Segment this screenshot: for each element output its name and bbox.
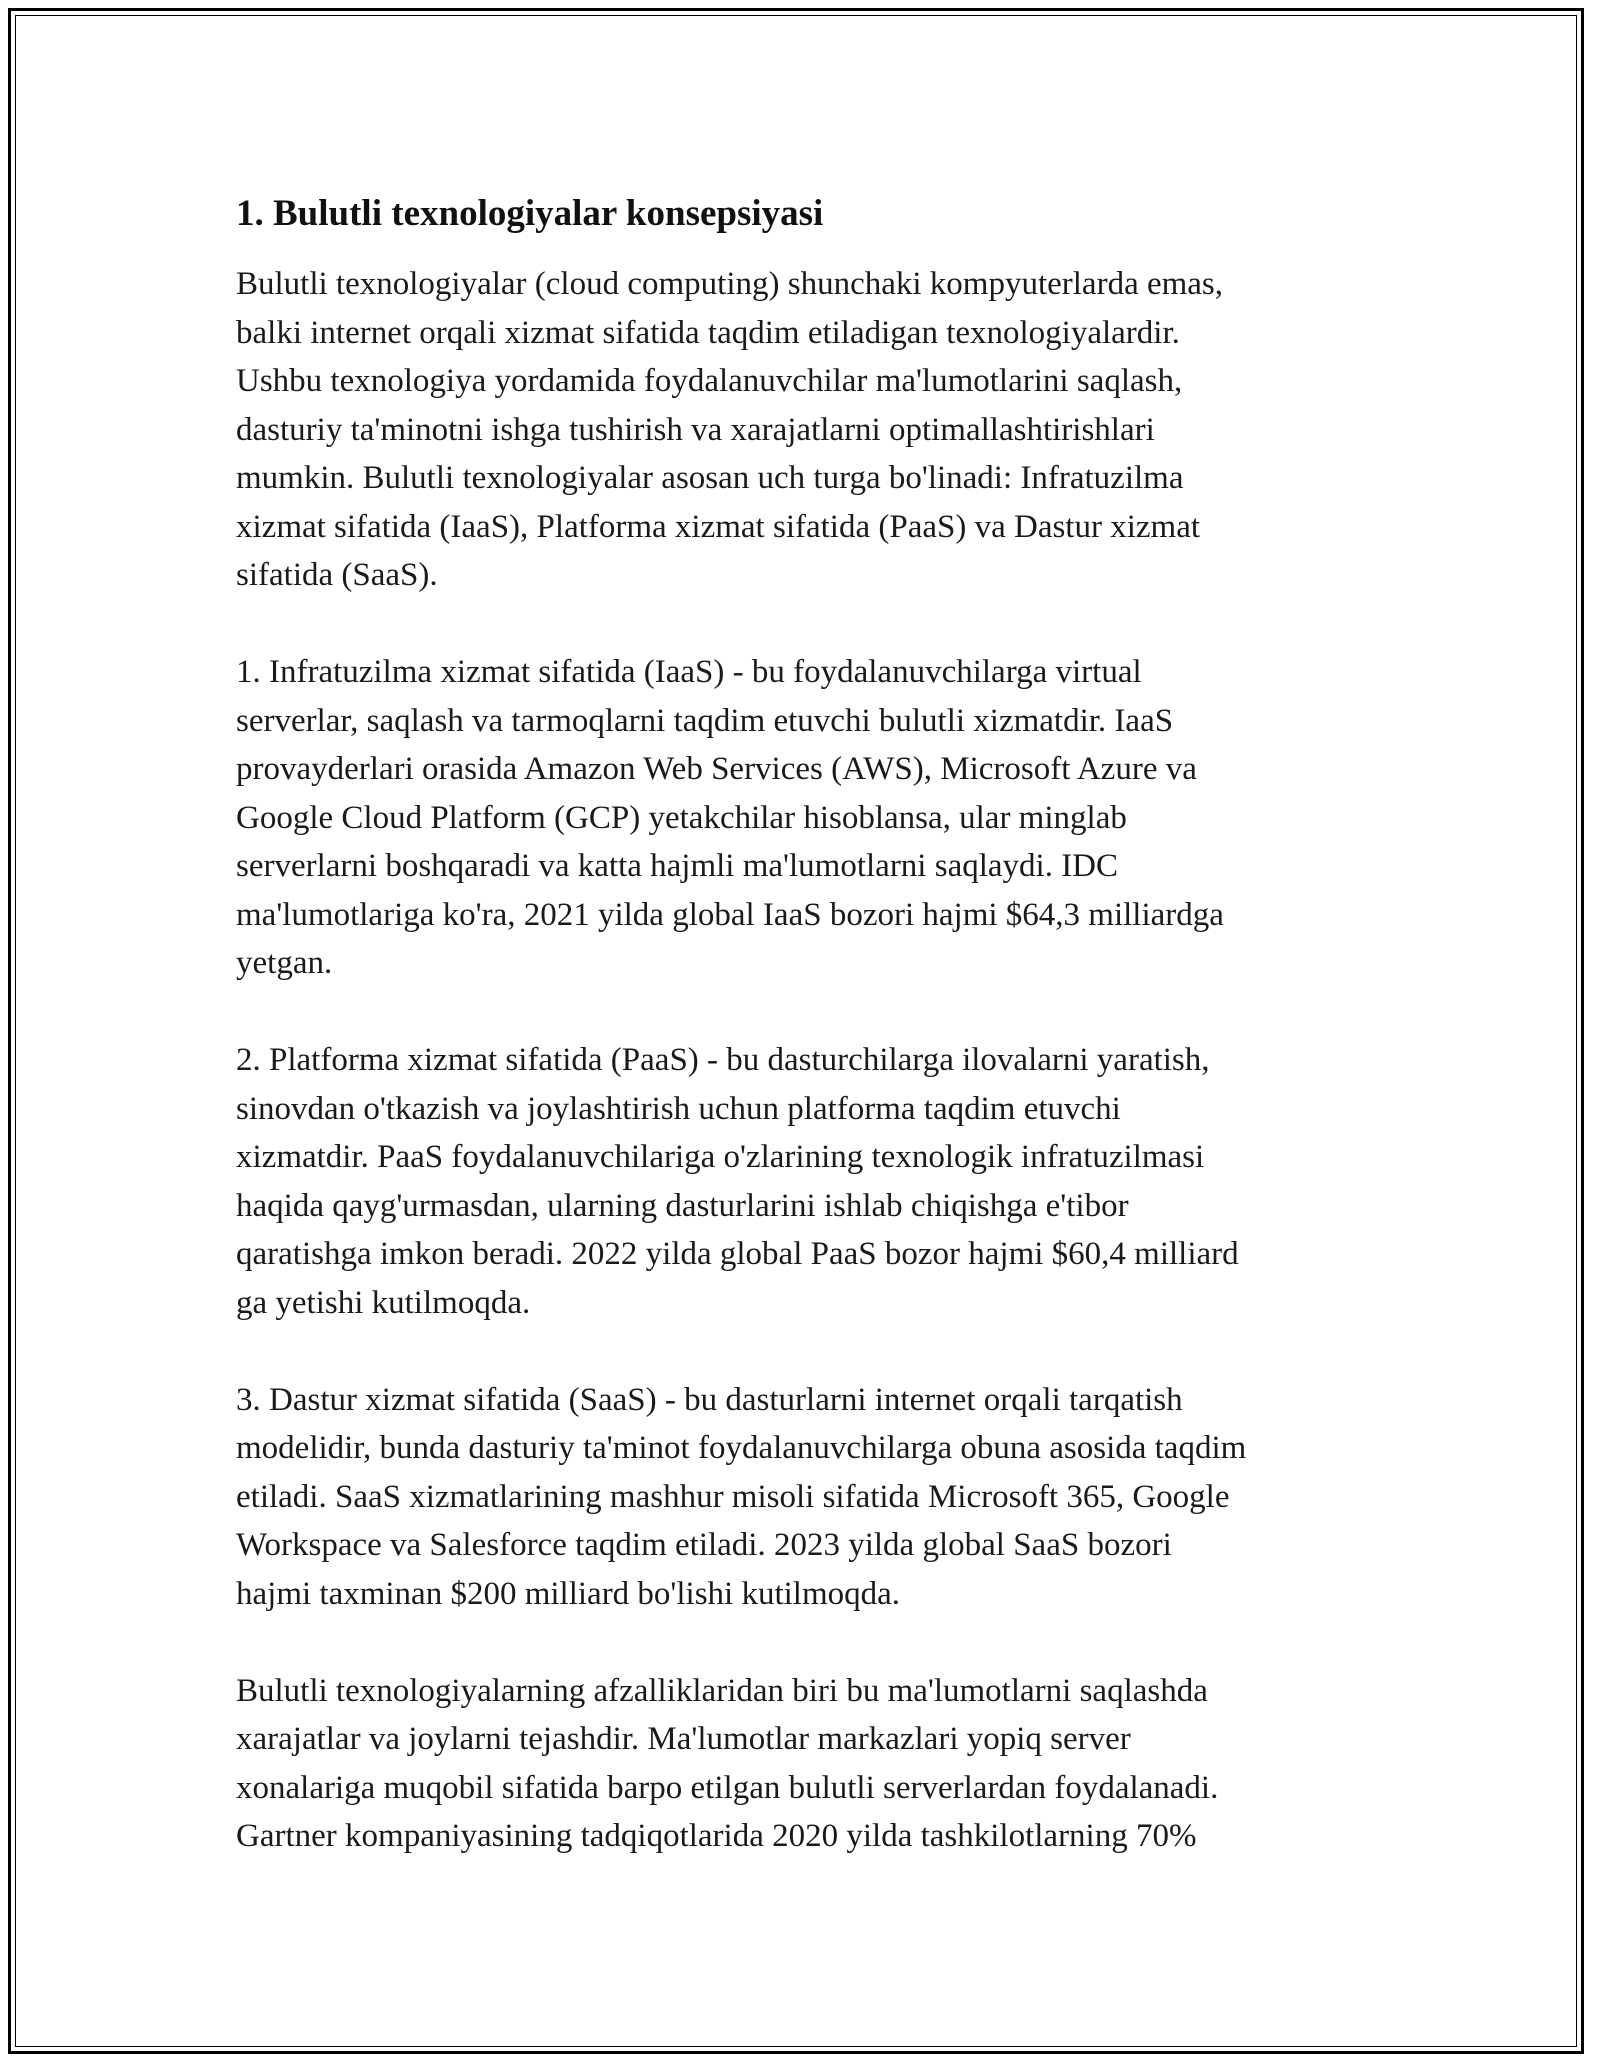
paragraph-iaas <box>236 648 1376 988</box>
text-line: mumkin. Bulutli texnologiyalar asosan uch turga bo'linadi: Infratuzilma <box>236 460 1184 496</box>
section-heading: 1. Bulutli texnologiyalar konsepsiyasi <box>236 193 824 234</box>
text-line: Gartner kompaniyasining tadqiqotlarida 2020 yilda tashkilotlarning 70% <box>236 1818 1197 1854</box>
text-line: balki internet orqali xizmat sifatida taqdim etiladigan texnologiyalardir. <box>236 314 1180 351</box>
text-line: xizmatdir. PaaS foydalanuvchilariga o'zlarining texnologik infratuzilmasi <box>236 1139 1205 1175</box>
text-line: yetgan. <box>236 945 333 981</box>
text-line: dasturiy ta'minotni ishga tushirish va xarajatlarni optimallashtirishlari <box>236 411 1155 448</box>
text-line: xarajatlar va joylarni tejashdir. Ma'lumotlar markazlari yopiq server <box>236 1721 1131 1757</box>
text-line: modelidir, bunda dasturiy ta'minot foydalanuvchilarga obuna asosida taqdim <box>236 1430 1247 1466</box>
text-line: Bulutli texnologiyalar (cloud computing) shunchaki kompyuterlarda emas, <box>236 266 1224 302</box>
text-line: serverlarni boshqaradi va katta hajmli ma'lumotlarni saqlaydi. IDC <box>236 848 1119 884</box>
text-line: ma'lumotlariga ko'ra, 2021 yilda global IaaS bozori hajmi $64,3 milliardga <box>236 896 1224 933</box>
text-line: Bulutli texnologiyalarning afzalliklaridan biri bu ma'lumotlarni saqlashda <box>236 1672 1208 1709</box>
text-line: serverlar, saqlash va tarmoqlarni taqdim etuvchi bulutli xizmatdir. IaaS <box>236 702 1174 739</box>
text-line: ga yetishi kutilmoqda. <box>236 1284 531 1321</box>
text-line: qaratishga imkon beradi. 2022 yilda global PaaS bozor hajmi $60,4 milliard <box>236 1236 1239 1272</box>
paragraph-paas <box>236 1036 1376 1327</box>
text-line: Workspace va Salesforce taqdim etiladi. 2023 yilda global SaaS bozori <box>236 1527 1172 1563</box>
text-line: Ushbu texnologiya yordamida foydalanuvchilar ma'lumotlarini saqlash, <box>236 363 1183 399</box>
text-line: 2. Platforma xizmat sifatida (PaaS) - bu dasturchilarga ilovalarni yaratish, <box>236 1042 1210 1078</box>
paragraph-saas <box>236 1376 1376 1619</box>
text-line: xizmat sifatida (IaaS), Platforma xizmat sifatida (PaaS) va Dastur xizmat <box>236 508 1201 545</box>
text-line: sifatida (SaaS). <box>236 557 438 593</box>
paragraph-intro <box>236 260 1376 600</box>
text-line: xonalariga muqobil sifatida barpo etilgan bulutli serverlardan foydalanadi. <box>236 1769 1219 1806</box>
text-line: provayderlari orasida Amazon Web Services (AWS), Microsoft Azure va <box>236 751 1197 787</box>
document-body <box>236 190 1376 1909</box>
text-line: sinovdan o'tkazish va joylashtirish uchun platforma taqdim etuvchi <box>236 1090 1121 1127</box>
text-line: Google Cloud Platform (GCP) yetakchilar hisoblansa, ular minglab <box>236 799 1127 836</box>
text-line: etiladi. SaaS xizmatlarining mashhur misoli sifatida Microsoft 365, Google <box>236 1478 1230 1515</box>
text-line: hajmi taxminan $200 milliard bo'lishi kutilmoqda. <box>236 1575 901 1612</box>
text-line: 3. Dastur xizmat sifatida (SaaS) - bu dasturlarni internet orqali tarqatish <box>236 1381 1183 1418</box>
text-line: haqida qayg'urmasdan, ularning dasturlarini ishlab chiqishga e'tibor <box>236 1187 1129 1224</box>
text-line: 1. Infratuzilma xizmat sifatida (IaaS) - bu foydalanuvchilarga virtual <box>236 654 1142 690</box>
paragraph-advantages <box>236 1667 1376 1861</box>
